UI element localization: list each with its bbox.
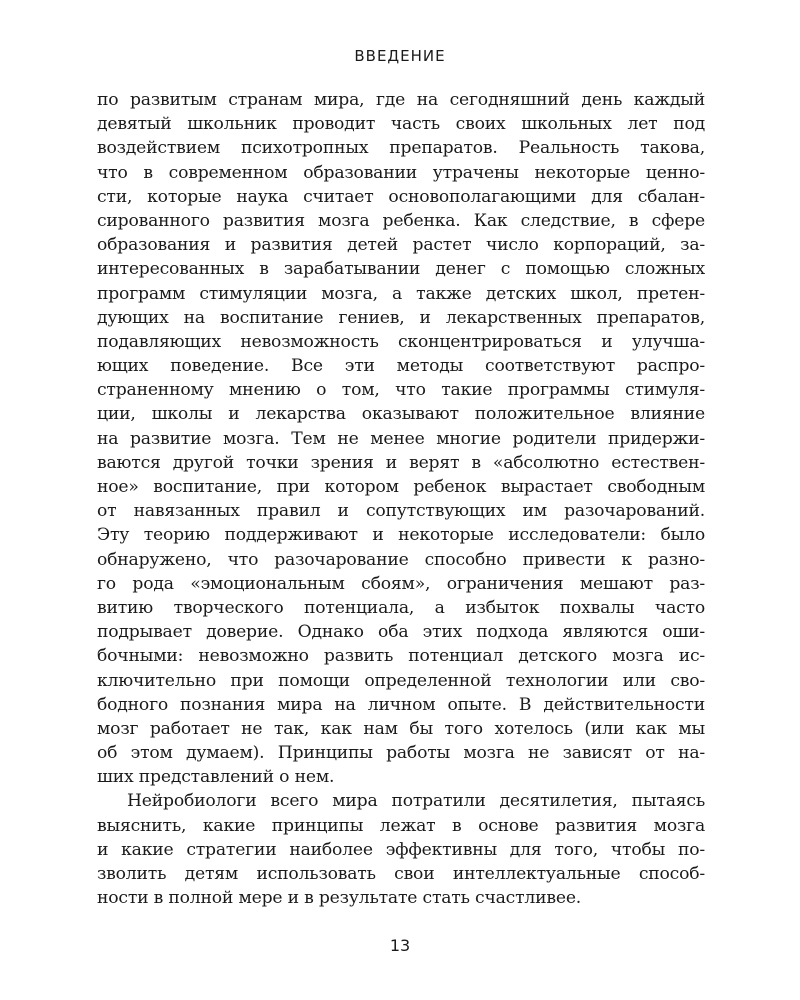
page-number: 13 bbox=[389, 936, 411, 955]
text-line: подрывает доверие. Однако оба этих подхода являются оши- bbox=[97, 622, 705, 643]
text-line: выяснить, какие принципы лежат в основе развития мозга bbox=[97, 815, 705, 836]
text-line: девятый школьник проводит часть своих школьных лет под bbox=[97, 114, 705, 135]
text-line: и какие стратегии наиболее эффективны для того, чтобы по- bbox=[97, 839, 705, 860]
paragraph bbox=[97, 789, 705, 910]
text-line: ное» воспитание, при котором ребенок вырастает свободным bbox=[97, 477, 705, 497]
text-line: сированного развития мозга ребенка. Как следствие, в сфере bbox=[97, 210, 705, 231]
text-line: Нейробиологи всего мира потратили десятилетия, пытаясь bbox=[127, 791, 705, 812]
text-line: ции, школы и лекарства оказывают положительное влияние bbox=[97, 404, 705, 425]
text-line: зволить детям использовать свои интеллектуальные способ- bbox=[97, 864, 705, 884]
text-line: интересованных в зарабатывании денег с помощью сложных bbox=[97, 259, 705, 280]
text-line: страненному мнению о том, что такие программы стимуля- bbox=[97, 380, 705, 401]
text-line: ключительно при помощи определенной технологии или сво- bbox=[97, 670, 705, 691]
text-line: по развитым странам мира, где на сегодняшний день каждый bbox=[97, 90, 705, 110]
text-line: дующих на воспитание гениев, и лекарственных препаратов, bbox=[97, 307, 705, 328]
text-line: ваются другой точки зрения и верят в «абсолютно естествен- bbox=[97, 452, 705, 473]
text-line: мозг работает не так, как нам бы того хотелось (или как мы bbox=[97, 718, 705, 739]
text-line: сти, которые наука считает основополагающими для сбалан- bbox=[97, 186, 705, 207]
text-line: что в современном образовании утрачены некоторые ценно- bbox=[97, 162, 705, 183]
text-line: от навязанных правил и сопутствующих им разочарований. bbox=[97, 501, 705, 522]
text-line: го рода «эмоциональным сбоям», ограничения мешают раз- bbox=[97, 573, 705, 594]
text-line: воздействием психотропных препаратов. Реальность такова, bbox=[97, 138, 705, 159]
text-line: витию творческого потенциала, а избыток похвалы часто bbox=[97, 597, 705, 618]
text-line: подавляющих невозможность сконцентрироваться и улучша- bbox=[97, 331, 705, 352]
running-header: ВВЕДЕНИЕ bbox=[354, 47, 446, 65]
text-line: бодного познания мира на личном опыте. В действительности bbox=[97, 694, 705, 715]
text-line: ших представлений о нем. bbox=[97, 767, 335, 788]
text-line: бочными: невозможно развить потенциал детского мозга ис- bbox=[97, 646, 705, 667]
text-line: ности в полной мере и в результате стать счастливее. bbox=[97, 888, 582, 909]
paragraph bbox=[97, 88, 705, 789]
text-line: на развитие мозга. Тем не менее многие родители придержи- bbox=[97, 428, 705, 449]
text-line: Эту теорию поддерживают и некоторые исследователи: было bbox=[97, 525, 705, 546]
text-line: обнаружено, что разочарование способно привести к разно- bbox=[97, 549, 705, 570]
text-line: об этом думаем). Принципы работы мозга не зависят от на- bbox=[97, 743, 705, 764]
text-line: ющих поведение. Все эти методы соответствуют распро- bbox=[97, 356, 705, 377]
text-line: образования и развития детей растет число корпораций, за- bbox=[97, 235, 705, 256]
text-line: программ стимуляции мозга, а также детских школ, претен- bbox=[97, 283, 705, 304]
body-text bbox=[97, 88, 705, 910]
